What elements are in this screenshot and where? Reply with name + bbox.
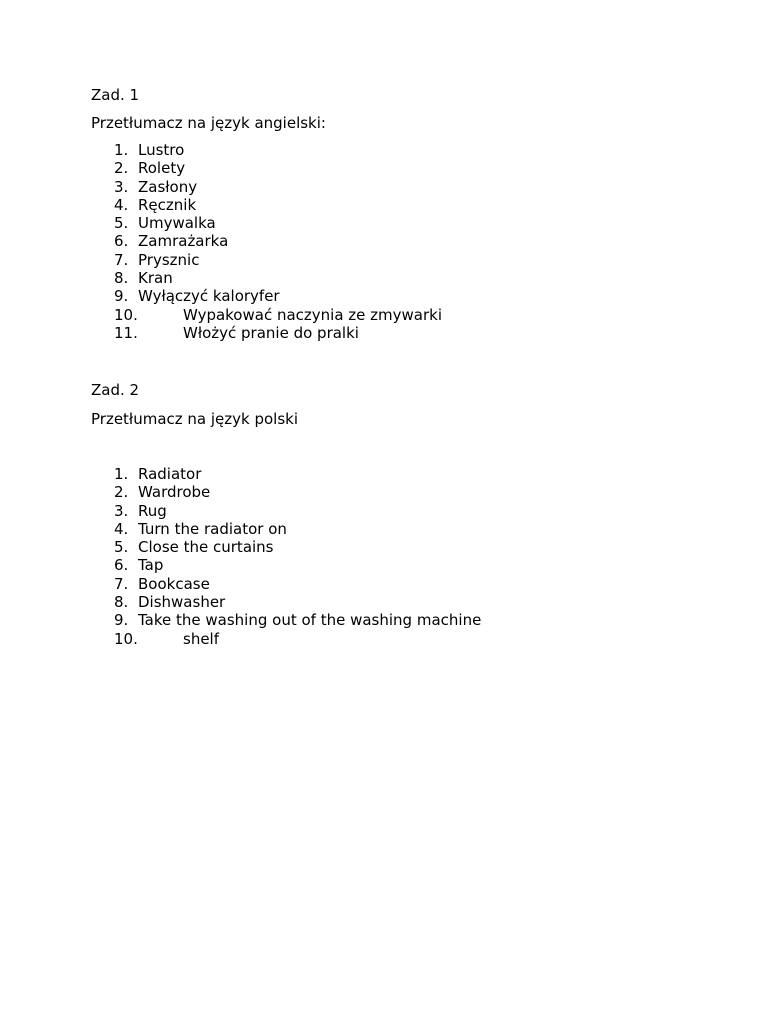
item-number: 9. [114, 287, 129, 306]
task1-instruction: Przetłumacz na język angielski: [91, 114, 326, 132]
item-number: 9. [114, 611, 129, 630]
item-text: shelf [183, 629, 219, 648]
item-number: 3. [114, 501, 129, 520]
item-text: Prysznic [138, 250, 200, 269]
item-number: 11. [114, 323, 138, 342]
item-text: Włożyć pranie do pralki [183, 323, 359, 342]
item-text: Wardrobe [138, 483, 211, 502]
item-number: 10. [114, 305, 138, 324]
task2-instruction: Przetłumacz na język polski [91, 410, 298, 428]
item-text: Bookcase [138, 574, 210, 593]
item-number: 2. [114, 159, 129, 178]
item-number: 3. [114, 177, 129, 196]
item-text: Umywalka [138, 214, 216, 233]
item-number: 4. [114, 519, 129, 538]
item-number: 5. [114, 214, 129, 233]
item-text: Turn the radiator on [138, 519, 287, 538]
item-number: 2. [114, 483, 129, 502]
item-number: 1. [114, 465, 129, 483]
item-text: Close the curtains [138, 538, 274, 557]
item-text: Radiator [138, 465, 202, 483]
item-number: 4. [114, 195, 129, 214]
item-text: Rolety [138, 159, 186, 178]
item-number: 5. [114, 538, 129, 557]
item-number: 7. [114, 250, 129, 269]
item-number: 1. [114, 141, 129, 159]
item-number: 10. [114, 629, 138, 648]
item-text: Wypakować naczynia ze zmywarki [183, 305, 443, 324]
item-number: 6. [114, 232, 129, 251]
item-text: Ręcznik [138, 195, 197, 214]
item-number: 8. [114, 593, 129, 612]
item-text: Zasłony [138, 177, 198, 196]
item-text: Zamrażarka [138, 232, 229, 251]
item-number: 8. [114, 269, 129, 288]
item-number: 7. [114, 574, 129, 593]
item-text: Tap [138, 556, 164, 575]
item-text: Kran [138, 269, 173, 288]
task2-title: Zad. 2 [91, 381, 140, 399]
item-text: Rug [138, 501, 167, 520]
item-text: Dishwasher [138, 593, 226, 612]
item-text: Wyłączyć kaloryfer [138, 287, 280, 306]
task1-title: Zad. 1 [91, 86, 140, 104]
item-number: 6. [114, 556, 129, 575]
item-text: Lustro [138, 141, 185, 159]
item-text: Take the washing out of the washing machine [138, 611, 482, 630]
